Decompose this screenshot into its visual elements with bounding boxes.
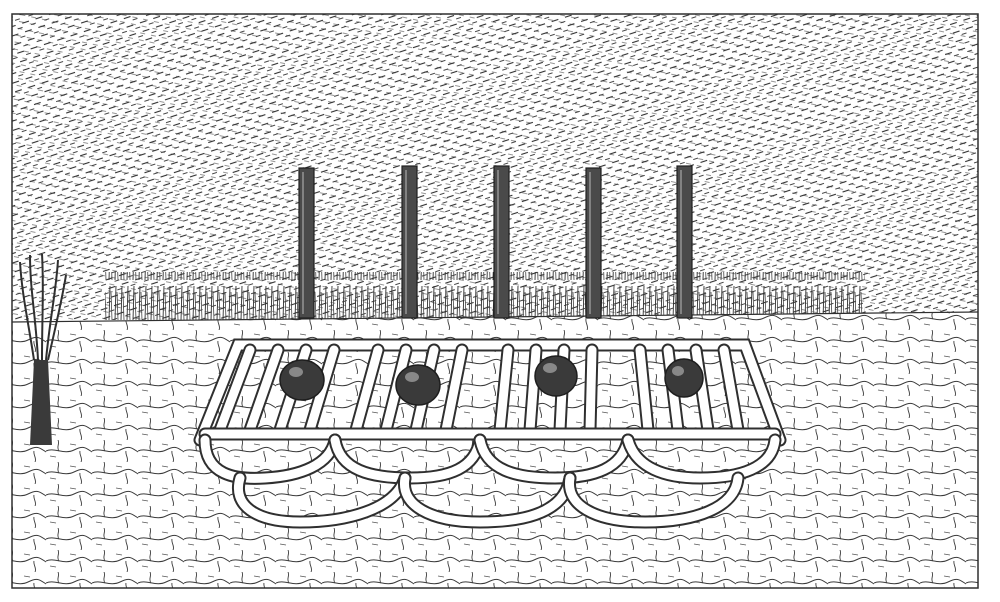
post-icon xyxy=(586,168,601,318)
stone-icon xyxy=(535,356,577,396)
post-icon xyxy=(494,166,509,318)
stone-icon xyxy=(665,359,703,397)
stone-icon xyxy=(396,365,440,405)
stone-icon xyxy=(280,360,324,400)
post-icon xyxy=(402,166,417,318)
ground xyxy=(12,312,978,588)
post-icon xyxy=(677,166,692,318)
post-icon xyxy=(299,168,314,318)
grass-strip xyxy=(105,272,865,320)
